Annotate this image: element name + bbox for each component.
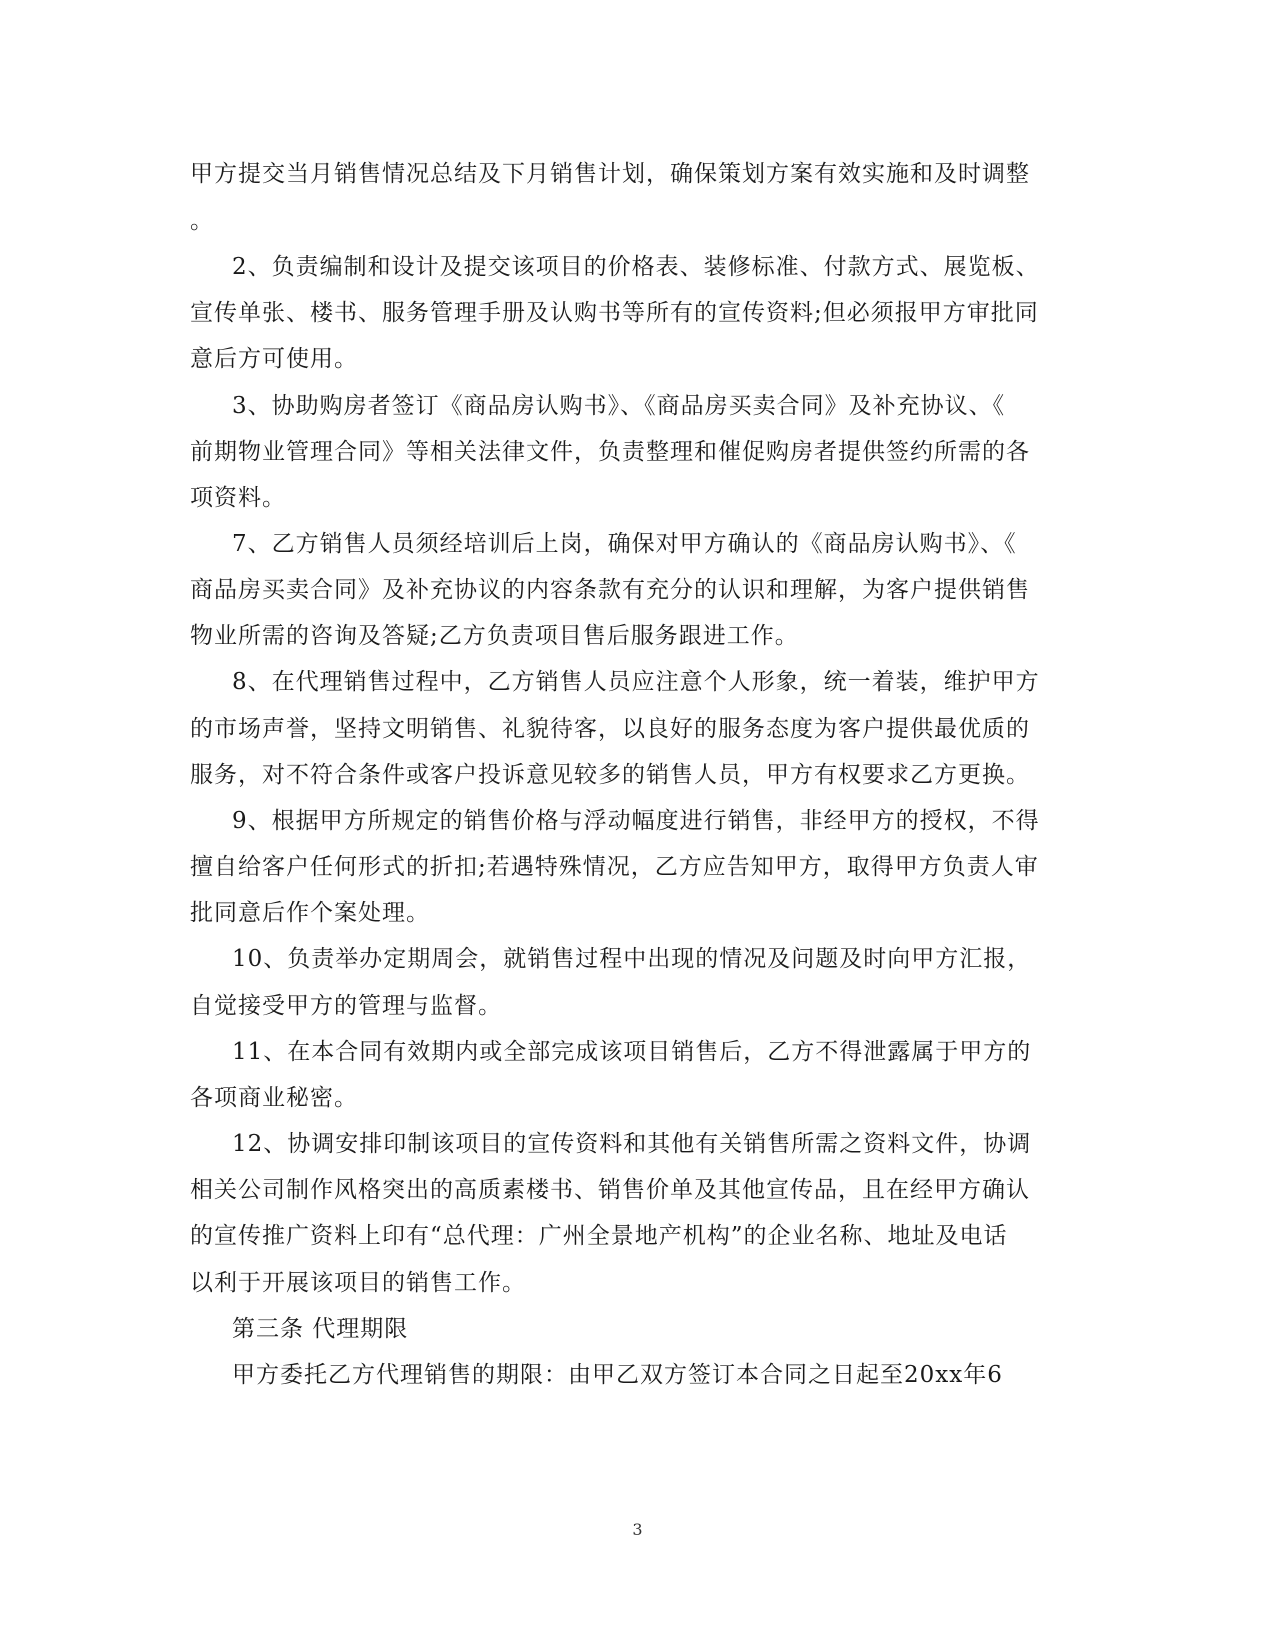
text-line: 9、根据甲方所规定的销售价格与浮动幅度进行销售，非经甲方的授权，不得 bbox=[232, 808, 1040, 834]
text-line: 10、负责举办定期周会，就销售过程中出现的情况及问题及时向甲方汇报， bbox=[232, 946, 1032, 972]
text-line: 2、负责编制和设计及提交该项目的价格表、装修标准、付款方式、展览板、 bbox=[232, 254, 1040, 280]
text-line: 批同意后作个案处理。 bbox=[190, 900, 430, 926]
text-line: 意后方可使用。 bbox=[190, 346, 358, 372]
text-line: 甲方委托乙方代理销售的期限：由甲乙双方签订本合同之日起至20xx年6 bbox=[232, 1362, 1003, 1388]
text-line: 相关公司制作风格突出的高质素楼书、销售价单及其他宣传品，且在经甲方确认 bbox=[190, 1177, 1030, 1203]
text-line: 3、协助购房者签订《商品房认购书》、《商品房买卖合同》及补充协议、《 bbox=[232, 393, 1006, 419]
text-line: 以利于开展该项目的销售工作。 bbox=[190, 1270, 526, 1296]
text-line: 甲方提交当月销售情况总结及下月销售计划，确保策划方案有效实施和及时调整 bbox=[190, 161, 1030, 187]
text-line: 物业所需的咨询及答疑;乙方负责项目售后服务跟进工作。 bbox=[190, 623, 799, 649]
text-line: 前期物业管理合同》等相关法律文件，负责整理和催促购房者提供签约所需的各 bbox=[190, 439, 1030, 465]
text-line: 服务，对不符合条件或客户投诉意见较多的销售人员，甲方有权要求乙方更换。 bbox=[190, 762, 1030, 788]
text-line: 各项商业秘密。 bbox=[190, 1085, 358, 1111]
section-heading: 第三条 代理期限 bbox=[232, 1316, 409, 1342]
text-line: 项资料。 bbox=[190, 485, 286, 511]
text-line: 自觉接受甲方的管理与监督。 bbox=[190, 993, 502, 1019]
text-line: 宣传单张、楼书、服务管理手册及认购书等所有的宣传资料;但必须报甲方审批同 bbox=[190, 300, 1039, 326]
text-line: 。 bbox=[190, 208, 214, 234]
text-line: 的宣传推广资料上印有“总代理：广州全景地产机构”的企业名称、地址及电话 bbox=[190, 1223, 1008, 1249]
text-line: 8、在代理销售过程中，乙方销售人员应注意个人形象，统一着装，维护甲方 bbox=[232, 669, 1040, 695]
page-number: 3 bbox=[632, 1520, 643, 1539]
text-line: 12、协调安排印制该项目的宣传资料和其他有关销售所需之资料文件，协调 bbox=[232, 1131, 1032, 1157]
text-line: 11、在本合同有效期内或全部完成该项目销售后，乙方不得泄露属于甲方的 bbox=[232, 1039, 1032, 1065]
text-line: 商品房买卖合同》及补充协议的内容条款有充分的认识和理解，为客户提供销售 bbox=[190, 577, 1030, 603]
text-line: 7、乙方销售人员须经培训后上岗，确保对甲方确认的《商品房认购书》、《 bbox=[232, 531, 1017, 557]
text-line: 的市场声誉，坚持文明销售、礼貌待客，以良好的服务态度为客户提供最优质的 bbox=[190, 716, 1030, 742]
text-line: 擅自给客户任何形式的折扣;若遇特殊情况，乙方应告知甲方，取得甲方负责人审 bbox=[190, 854, 1039, 880]
